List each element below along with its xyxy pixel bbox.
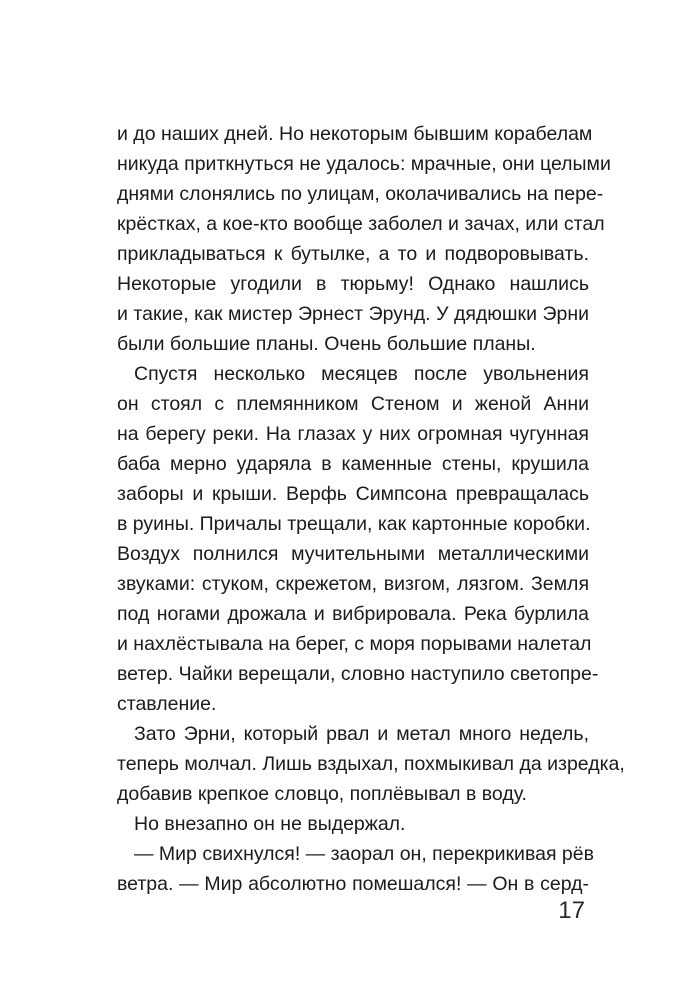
text-line: и такие, как мистер Эрнест Эрунд. У дядюшки Эрни bbox=[117, 303, 589, 325]
text-line: и до наших дней. Но некоторым бывшим корабелам bbox=[117, 123, 593, 145]
text-line: прикладываться к бутылке, а то и подворовывать. bbox=[117, 243, 589, 265]
text-line: под ногами дрожала и вибрировала. Река бурлила bbox=[117, 603, 589, 625]
text-line: днями слонялись по улицам, околачивались на пере- bbox=[117, 183, 604, 205]
paragraph-first-line: Но внезапно он не выдержал. bbox=[134, 813, 406, 835]
paragraph-first-line: Спустя несколько месяцев после увольнения bbox=[134, 363, 589, 385]
dialogue-line: — Мир свихнулся! — заорал он, перекрикивая рёв bbox=[134, 843, 594, 865]
text-line: Воздух полнился мучительными металлическими bbox=[117, 543, 589, 565]
page-number: 17 bbox=[558, 897, 585, 924]
text-line: заборы и крыши. Верфь Симпсона превращалась bbox=[117, 483, 589, 505]
text-line: ветер. Чайки верещали, словно наступило светопре- bbox=[117, 663, 599, 685]
text-line: Некоторые угодили в тюрьму! Однако нашлись bbox=[117, 273, 589, 295]
text-line: ставление. bbox=[117, 693, 217, 715]
text-line: никуда приткнуться не удалось: мрачные, они целыми bbox=[117, 153, 611, 175]
text-line: теперь молчал. Лишь вздыхал, похмыкивал да изредка, bbox=[117, 753, 625, 775]
paragraph-first-line: Зато Эрни, который рвал и метал много недель, bbox=[134, 723, 589, 745]
text-line: и нахлёстывала на берег, с моря порывами налетал bbox=[117, 633, 592, 655]
text-line: он стоял с племянником Стеном и женой Анни bbox=[117, 393, 589, 415]
text-line: баба мерно ударяла в каменные стены, крушила bbox=[117, 453, 589, 475]
text-line: звуками: стуком, скрежетом, визгом, лязгом. Земля bbox=[117, 573, 589, 595]
text-line: ветра. — Мир абсолютно помешался! — Он в серд- bbox=[117, 873, 589, 895]
text-line: добавив крепкое словцо, поплёвывал в воду. bbox=[117, 783, 527, 805]
text-line: были большие планы. Очень большие планы. bbox=[117, 333, 536, 355]
text-line: на берегу реки. На глазах у них огромная чугунная bbox=[117, 423, 589, 445]
text-line: в руины. Причалы трещали, как картонные коробки. bbox=[117, 513, 591, 535]
text-line: крёстках, а кое-кто вообще заболел и зачах, или стал bbox=[117, 213, 605, 235]
